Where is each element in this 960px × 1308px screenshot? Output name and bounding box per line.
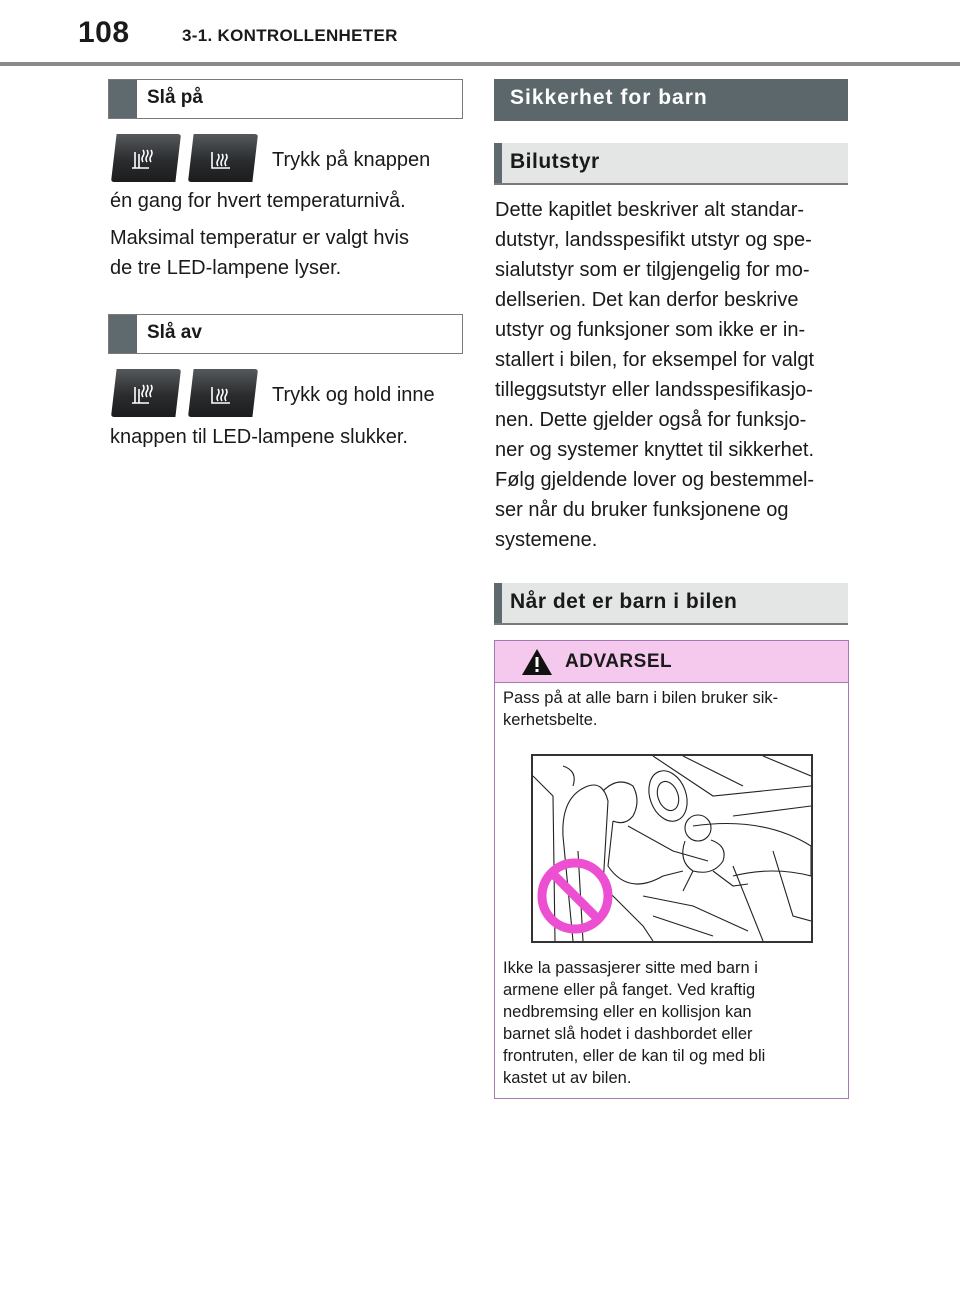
- warning-box: [494, 640, 849, 1099]
- paragraph-line: utstyr og funksjoner som ikke er in-: [495, 319, 806, 341]
- turn-off-instruction-cont: knappen til LED-lampene slukker.: [110, 426, 408, 448]
- page-number: 108: [78, 16, 130, 49]
- header-rule: [0, 62, 960, 66]
- child-on-lap-drawing: [533, 756, 811, 941]
- warning-line: kerhetsbelte.: [503, 711, 598, 729]
- warning-text-1: [503, 687, 839, 731]
- paragraph-line: tilleggsutstyr eller landsspesifikasjo-: [495, 379, 813, 401]
- heading-bar: [109, 80, 137, 118]
- turn-on-heading-box: [108, 79, 463, 119]
- heading-bar: [109, 315, 137, 353]
- warning-line: kastet ut av bilen.: [503, 1069, 632, 1087]
- section-title: Sikkerhet for barn: [510, 86, 708, 109]
- heading-bar: [494, 143, 502, 183]
- turn-on-heading: Slå på: [147, 87, 203, 108]
- paragraph-line: Følg gjeldende lover og bestemmel-: [495, 469, 815, 491]
- paragraph-line: systemene.: [495, 529, 598, 551]
- seat-heater-right-icon: [206, 144, 238, 174]
- paragraph-line: nen. Dette gjelder også for funksjo-: [495, 409, 807, 431]
- warning-line: nedbremsing eller en kollisjon kan: [503, 1003, 752, 1021]
- seat-heater-left-icon: [129, 379, 161, 409]
- turn-on-instruction-cont: én gang for hvert temperaturnivå.: [110, 190, 406, 212]
- seat-heater-right-icon: [206, 379, 238, 409]
- equipment-paragraph: [495, 195, 855, 555]
- paragraph-line: dutstyr, landsspesifikt utstyr og spe-: [495, 229, 812, 251]
- paragraph-line: dellserien. Det kan derfor beskrive: [495, 289, 799, 311]
- turn-on-instruction: Trykk på knappen: [272, 149, 431, 171]
- seat-heater-left-button: [111, 369, 181, 417]
- paragraph-line: ser når du bruker funksjonene og: [495, 499, 789, 521]
- paragraph-line: sialutstyr som er tilgjengelig for mo-: [495, 259, 810, 281]
- warning-header: [495, 641, 848, 683]
- child-on-lap-illustration: [531, 754, 813, 943]
- turn-on-note-line1: Maksimal temperatur er valgt hvis: [110, 227, 409, 249]
- warning-line: Ikke la passasjerer sitte med barn i: [503, 959, 758, 977]
- turn-off-instruction: Trykk og hold inne: [272, 384, 435, 406]
- equipment-heading-box: [494, 143, 848, 185]
- warning-text-2: [503, 957, 839, 1089]
- warning-line: armene eller på fanget. Ved kraftig: [503, 981, 756, 999]
- turn-on-note-line2: de tre LED-lampene lyser.: [110, 257, 342, 279]
- warning-triangle-icon: [520, 647, 554, 677]
- children-heading: Når det er barn i bilen: [510, 590, 738, 613]
- heading-bar: [494, 583, 502, 623]
- turn-off-heading-box: [108, 314, 463, 354]
- children-heading-box: [494, 583, 848, 625]
- warning-line: barnet slå hodet i dashbordet eller: [503, 1025, 753, 1043]
- seat-heater-right-button: [188, 369, 258, 417]
- warning-line: Pass på at alle barn i bilen bruker sik-: [503, 689, 779, 707]
- equipment-heading: Bilutstyr: [510, 150, 600, 173]
- paragraph-line: ner og systemer knyttet til sikkerhet.: [495, 439, 815, 461]
- paragraph-line: stallert i bilen, for eksempel for valgt: [495, 349, 815, 371]
- seat-heater-right-button: [188, 134, 258, 182]
- seat-heater-left-icon: [129, 144, 161, 174]
- warning-line: frontruten, eller de kan til og med bli: [503, 1047, 766, 1065]
- chapter-title: 3-1. KONTROLLENHETER: [182, 26, 398, 45]
- turn-off-heading: Slå av: [147, 322, 202, 343]
- seat-heater-left-button: [111, 134, 181, 182]
- paragraph-line: Dette kapitlet beskriver alt standar-: [495, 199, 805, 221]
- warning-title: ADVARSEL: [565, 651, 673, 672]
- prohibition-icon: [542, 863, 608, 929]
- section-title-box: [494, 79, 848, 121]
